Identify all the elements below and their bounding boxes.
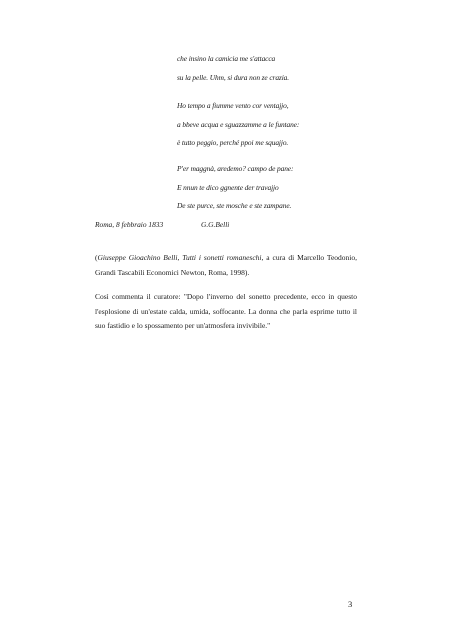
poem-line: E nnun te dico ggnente der travajjo: [177, 182, 279, 192]
poem-line: De ste purce, ste mosche e ste zampane.: [177, 201, 292, 210]
poem-stanza-2: [177, 97, 299, 153]
citation-author: Giuseppe Gioachino Belli: [97, 253, 178, 262]
signature-author: G.G.Belli: [201, 220, 230, 229]
poem-line: Ho tempo a fiumme vento cor ventajjo,: [177, 101, 289, 110]
poem-stanza-1: [177, 50, 289, 87]
citation-work-title: Tutti i sonetti romaneschi: [182, 253, 262, 262]
poem-signature: [95, 220, 229, 229]
citation-details: , a cura di Marcello Teodonio, Grandi Tascabili Economici Newton, Roma, 1998).: [95, 253, 357, 277]
poem-line: su la pelle. Uhm, si dura non ze crazia.: [177, 72, 289, 82]
commentary-paragraph: Così commenta il curatore: "Dopo l'inverno del sonetto precedente, ecco in questo l'esplosione di un'estate calda, umida, soffocante. La donna che parla esprime tutto il suo fastidio e lo spossamento per un'atmosfera invivibile.": [95, 292, 357, 331]
citation-paragraph: [95, 251, 357, 280]
citation-open: (: [95, 253, 98, 262]
poem-line: a bbeve acqua e sguazzamme a le funtane:: [177, 119, 300, 129]
citation-separator: ,: [177, 253, 183, 262]
poem-line: P'er maggnà, aredemo? campo de pane:: [177, 164, 294, 173]
poem-line: che insino la camicia me s'attacca: [177, 54, 276, 63]
poem-stanza-3: [177, 160, 293, 216]
page-number: 3: [348, 599, 353, 609]
signature-place-date: Roma, 8 febbraio 1833: [95, 220, 164, 229]
poem-line: è tutto peggio, perché ppoi me squajjo.: [177, 138, 289, 147]
